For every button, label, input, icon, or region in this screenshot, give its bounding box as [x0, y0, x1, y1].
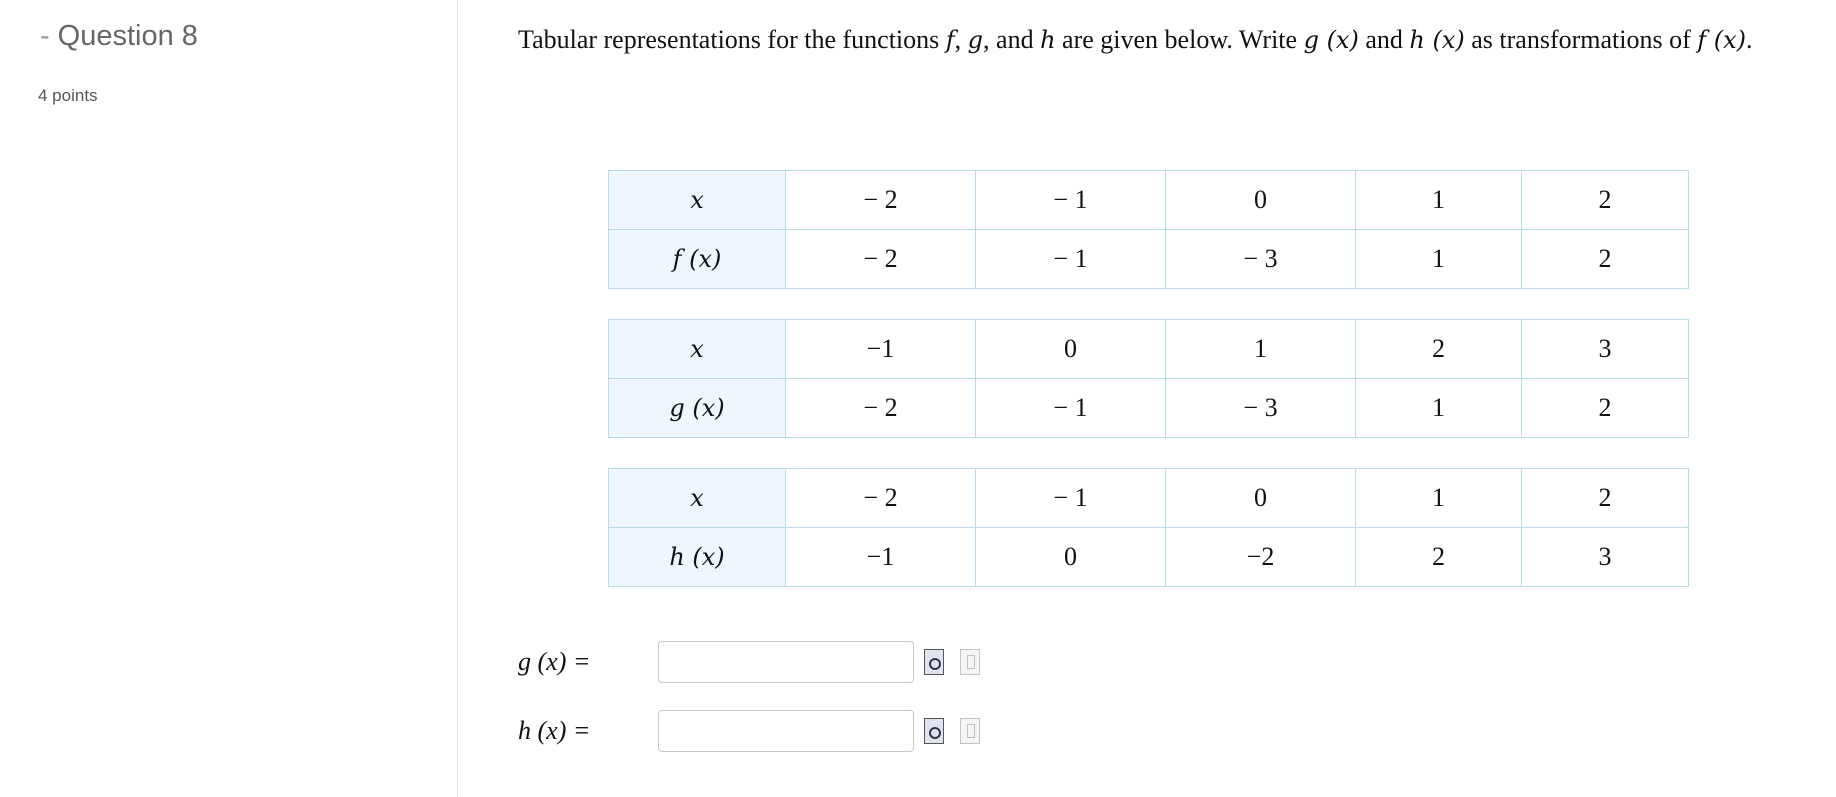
- math-g: g: [967, 26, 984, 54]
- math-gx: g (x): [1303, 26, 1359, 54]
- prompt-text-3: transformations of: [1499, 25, 1691, 54]
- table-cell: 3: [1522, 320, 1689, 379]
- table-header-cell: x: [609, 320, 786, 379]
- table-cell: − 1: [976, 230, 1166, 289]
- prompt-and-1: and: [996, 25, 1034, 54]
- table-row: [609, 469, 1689, 528]
- table-cell: 0: [976, 320, 1166, 379]
- question-title[interactable]: [40, 20, 198, 53]
- paste-icon[interactable]: [960, 649, 980, 675]
- table-cell: 1: [1166, 320, 1356, 379]
- table-cell: −1: [786, 528, 976, 587]
- table-row: [609, 230, 1689, 289]
- table-header-cell: x: [609, 469, 786, 528]
- question-title-text: Question 8: [57, 20, 198, 52]
- table-header-cell: h (x): [609, 528, 786, 587]
- table-cell: 3: [1522, 528, 1689, 587]
- table-cell: 1: [1356, 469, 1522, 528]
- prompt-and-2: and: [1365, 25, 1403, 54]
- answer-label-h: h (x) =: [518, 716, 591, 745]
- question-points: 4 points: [38, 86, 98, 105]
- table-row: [609, 379, 1689, 438]
- table-cell: − 2: [786, 469, 976, 528]
- answer-row-g: [518, 640, 980, 684]
- table-cell: − 2: [786, 230, 976, 289]
- question-sidebar: [0, 0, 458, 797]
- preview-icon[interactable]: [924, 649, 944, 675]
- table-cell: 1: [1356, 171, 1522, 230]
- table-cell: − 1: [976, 469, 1166, 528]
- question-prompt: [518, 18, 1782, 62]
- math-fx: f (x): [1697, 26, 1747, 54]
- collapse-dash[interactable]: -: [40, 20, 50, 52]
- answer-row-h: [518, 709, 980, 753]
- table-g: [608, 319, 1689, 438]
- table-row: [609, 320, 1689, 379]
- table-cell: 2: [1522, 230, 1689, 289]
- table-cell: 2: [1522, 171, 1689, 230]
- prompt-as: as: [1471, 25, 1493, 54]
- preview-icon[interactable]: [924, 718, 944, 744]
- table-cell: 2: [1522, 469, 1689, 528]
- table-header-cell: g (x): [609, 379, 786, 438]
- prompt-text-1: Tabular representations for the functions: [518, 25, 940, 54]
- prompt-period: .: [1746, 25, 1753, 54]
- paste-icon[interactable]: [960, 718, 980, 744]
- question-body: [458, 0, 1836, 797]
- table-cell: 2: [1522, 379, 1689, 438]
- table-cell: 1: [1356, 230, 1522, 289]
- answer-label-g: g (x) =: [518, 647, 591, 676]
- table-cell: 2: [1356, 528, 1522, 587]
- table-cell: 1: [1356, 379, 1522, 438]
- table-cell: − 1: [976, 171, 1166, 230]
- table-header-cell: f (x): [609, 230, 786, 289]
- table-cell: − 3: [1166, 379, 1356, 438]
- table-f: [608, 170, 1689, 289]
- table-cell: −2: [1166, 528, 1356, 587]
- table-cell: −1: [786, 320, 976, 379]
- table-h: [608, 468, 1689, 587]
- answer-input-h[interactable]: [658, 710, 914, 752]
- math-h: h: [1040, 26, 1056, 54]
- table-cell: 0: [1166, 469, 1356, 528]
- table-header-cell: x: [609, 171, 786, 230]
- table-cell: 0: [976, 528, 1166, 587]
- math-hx: h (x): [1409, 26, 1465, 54]
- table-cell: − 2: [786, 171, 976, 230]
- table-cell: − 2: [786, 379, 976, 438]
- prompt-comma-2: ,: [983, 25, 990, 54]
- math-f: f: [945, 26, 955, 54]
- table-cell: 0: [1166, 171, 1356, 230]
- prompt-comma-1: ,: [954, 25, 962, 54]
- table-cell: 2: [1356, 320, 1522, 379]
- prompt-text-2: are given below. Write: [1062, 25, 1298, 54]
- table-cell: − 3: [1166, 230, 1356, 289]
- table-row: [609, 171, 1689, 230]
- answer-input-g[interactable]: [658, 641, 914, 683]
- table-row: [609, 528, 1689, 587]
- table-cell: − 1: [976, 379, 1166, 438]
